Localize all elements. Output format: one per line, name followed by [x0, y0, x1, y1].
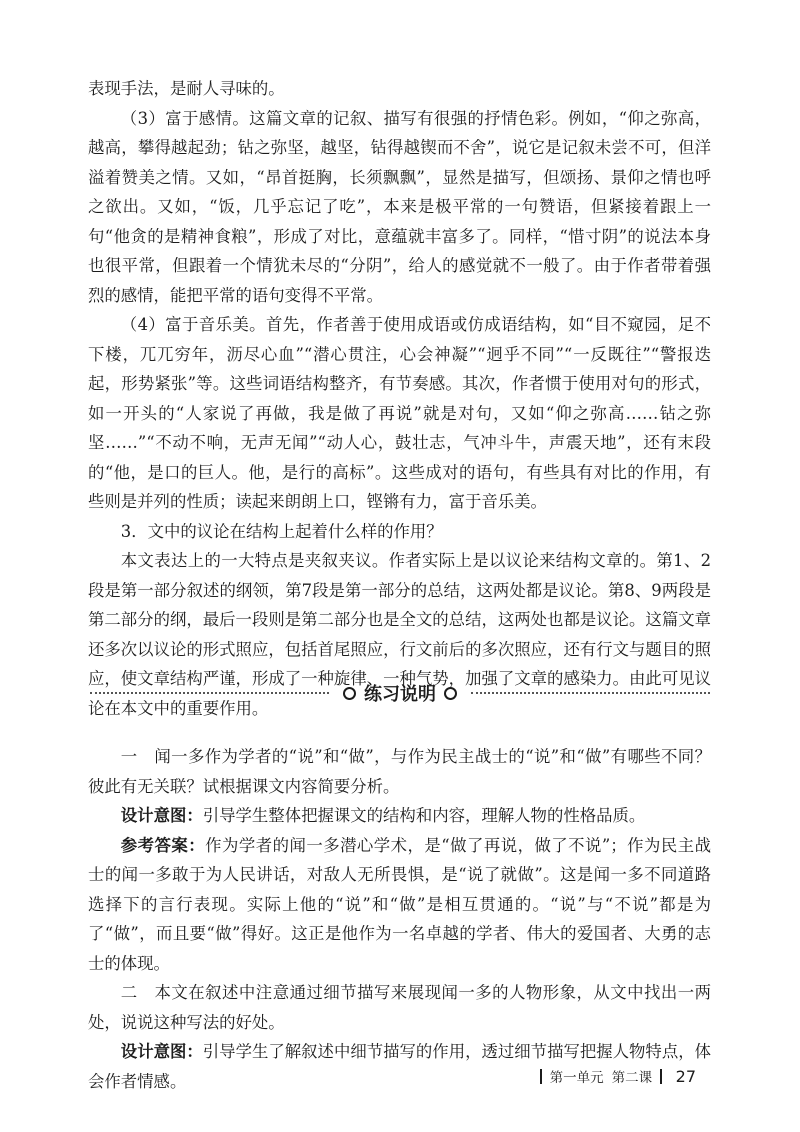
- paragraph-emotion: （3）富于感情。这篇文章的记叙、描写有很强的抒情色彩。例如，“仰之弥高，越高，攀得越起劲；钻之弥坚，越坚，钻得越锲而不舍”，说它是记叙未尝不可，但洋溢着赞美之情。又如，“昂首挺胸，长须飘飘”，显然是描写，但颂扬、景仰之情也呼之欲出。又如，“饭，几乎忘记了吃”，本来是极平常的一句赞语，但紧接着跟上一句“他贪的是精神食粮”，形成了对比，意蕴就丰富多了。同样，“惜寸阴”的说法本身也很平常，但跟着一个情犹未尽的“分阴”，给人的感觉就不一般了。由于作者带着强烈的感情，能把平常的语句变得不平常。: [88, 108, 711, 305]
- answer-3: 本文表达上的一大特点是夹叙夹议。作者实际上是以议论来结构文章的。第1、2段是第一部分叙述的纲领，第7段是第一部分的总结，这两处都是议论。第8、9两段是第二部分的纲，最后一段则是第二部分也是全文的总结，这两处也都是议论。这篇文章还多次以议论的形式照应，包括首尾照应，行文前后的多次照应，还有行文与题目的照应，使文章结构严谨，形成了一种旋律、一种气势，加强了文章的感染力。由此可见议论在本文中的重要作用。: [88, 551, 711, 718]
- intent-label: 设计意图：: [120, 806, 203, 825]
- paragraph-continuation: 表现手法，是耐人寻味的。: [88, 79, 285, 98]
- circle-bullet-icon: [444, 687, 457, 700]
- footer-unit: 第一单元: [549, 1070, 604, 1086]
- answer-text: 作为学者的闻一多潜心学术，是“做了再说，做了不说”；作为民主战士的闻一多敢于为人民讲话，对敌人无所畏惧，是“说了就做”。这是闻一多不同道路选择下的言行表现。实际上他的“说”和“做”是相互贯通的。“说”与“不说”都是为了“做”，而且要“做”得好。这正是他作为一名卓越的学者、伟大的爱国者、大勇的志士的体现。: [88, 835, 712, 973]
- upper-text-block: [88, 74, 711, 723]
- section-title: [329, 680, 471, 706]
- answer-label: 参考答案：: [120, 835, 206, 855]
- footer-divider: [660, 1069, 662, 1084]
- section-header: [90, 678, 710, 708]
- dotted-rule-left: [90, 692, 329, 694]
- intent-label: 设计意图：: [120, 1042, 203, 1061]
- page-footer: [532, 1066, 696, 1086]
- exercise-2-question: 二 本文在叙述中注意通过细节描写来展现闻一多的人物形象，从文中找出一两处，说说这种写法的好处。: [88, 983, 711, 1032]
- intent-text: 引导学生了解叙述中细节描写的作用，透过细节描写把握人物特点，体会作者情感。: [88, 1042, 712, 1091]
- paragraph-music: （4）富于音乐美。首先，作者善于使用成语或仿成语结构，如“目不窥园，足不下楼，兀兀穷年，沥尽心血”“潜心贯注，心会神凝”“迥乎不同”“一反既往”“警报迭起，形势紧张”等。这些词语结构整齐，有节奏感。其次，作者惯于使用对句的形式，如一开头的“人家说了再做，我是做了再说”就是对句，又如“仰之弥高……钻之弥坚……”“不动不响，无声无闻”“动人心，鼓壮志，气冲斗牛，声震天地”，还有末段的“他，是口的巨人。他，是行的高标”。这些成对的语句，有些具有对比的作用，有些则是并列的性质；读起来朗朗上口，铿锵有力，富于音乐美。: [88, 315, 711, 511]
- intent-text: 引导学生整体把握课文的结构和内容，理解人物的性格品质。: [202, 806, 646, 825]
- dotted-rule-right: [471, 692, 710, 694]
- page-number: 27: [675, 1066, 696, 1086]
- exercise-block: [88, 742, 711, 1096]
- exercise-1-intent: [88, 801, 711, 831]
- footer-lesson: 第二课: [611, 1070, 653, 1086]
- question-3: 3．文中的议论在结构上起着什么样的作用？: [120, 521, 443, 541]
- exercise-1-question: 一 闻一多作为学者的“说”和“做”，与作为民主战士的“说”和“做”有哪些不同？彼此有无关联？试根据课文内容简要分析。: [88, 747, 711, 796]
- footer-divider: [540, 1069, 542, 1084]
- circle-bullet-icon: [343, 687, 356, 700]
- section-title-text: 练习说明: [364, 684, 436, 705]
- exercise-1-answer: [88, 831, 711, 979]
